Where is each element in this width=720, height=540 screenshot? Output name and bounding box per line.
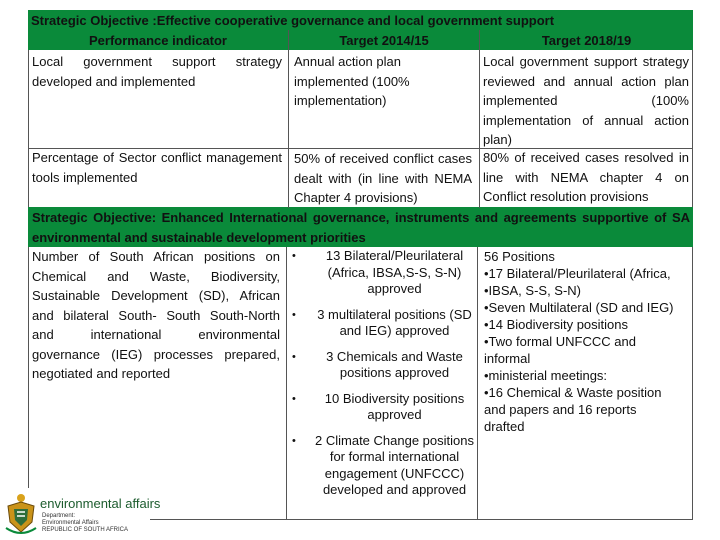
target-line: 56 Positions (484, 249, 555, 264)
list-item: • 13 Bilateral/Pleurilateral (Africa, IBSA,S-S, S-N) approved (290, 248, 475, 298)
target-line: •17 Bilateral/Pleurilateral (Africa, (484, 266, 671, 281)
row3-target-2014-list (290, 248, 475, 505)
target-line: •16 Chemical & Waste position (484, 385, 662, 400)
column-header-target-2014: Target 2014/15 (339, 33, 429, 48)
column-divider (477, 247, 478, 520)
column-divider (479, 30, 480, 208)
logo-country: REPUBLIC OF SOUTH AFRICA (42, 527, 129, 533)
column-header-indicator: Performance indicator (89, 33, 227, 48)
row2-target-2018: 80% of received cases resolved in line with NEMA chapter 4 on Conflict resolution provisions (483, 150, 689, 204)
logo-department-label: Department: (42, 513, 76, 519)
row3-target-2018 (484, 248, 690, 435)
list-item: • 3 multilateral positions (SD and IEG) approved (290, 307, 475, 340)
row3-indicator: Number of South African positions on Chemical and Waste, Biodiversity, Sustainable Development (SD), African and bilateral South- South South-North and international environmental governance (IEG) processes prepared, negotiated and reported (32, 249, 280, 381)
environmental-affairs-logo (0, 488, 161, 540)
row1-target-2018: Local government support strategy reviewed and annual action plan implemented (100% implementation of annual action plan) (483, 54, 689, 147)
list-item: • 10 Biodiversity positions approved (290, 391, 475, 424)
column-divider (286, 247, 287, 520)
list-item: • 2 Climate Change positions for formal international engagement (UNFCCC) developed and approved (290, 433, 475, 499)
objective-2-heading: Strategic Objective: Enhanced International governance, instruments and agreements supportive of SA environmental and sustainable development priorities (32, 210, 690, 245)
column-divider (288, 30, 289, 208)
coat-of-arms-icon (4, 492, 38, 536)
row2-indicator: Percentage of Sector conflict management tools implemented (32, 150, 282, 185)
column-header-target-2018: Target 2018/19 (541, 33, 632, 48)
row1-indicator: Local government support strategy developed and implemented (32, 54, 282, 89)
row2-target-2014: 50% of received conflict cases dealt with (in line with NEMA Chapter 4 provisions) (294, 151, 472, 205)
target-line: drafted (484, 419, 525, 434)
target-line: •ministerial meetings: (484, 368, 608, 383)
objective-1-heading: Strategic Objective :Effective cooperative governance and local government support (31, 13, 555, 28)
target-line: and papers and 16 reports (484, 402, 637, 417)
logo-department-name: Environmental Affairs (42, 520, 99, 526)
target-line: •14 Biodiversity positions (484, 317, 629, 332)
target-line: •Two formal UNFCCC and (484, 334, 636, 349)
target-line: •IBSA, S-S, S-N) (484, 283, 582, 298)
target-line: informal (484, 351, 531, 366)
row1-target-2014: Annual action plan implemented (100% implementation) (294, 54, 410, 108)
list-item: • 3 Chemicals and Waste positions approved (290, 349, 475, 382)
target-line: •Seven Multilateral (SD and IEG) (484, 300, 674, 315)
logo-name: environmental affairs (40, 496, 161, 511)
